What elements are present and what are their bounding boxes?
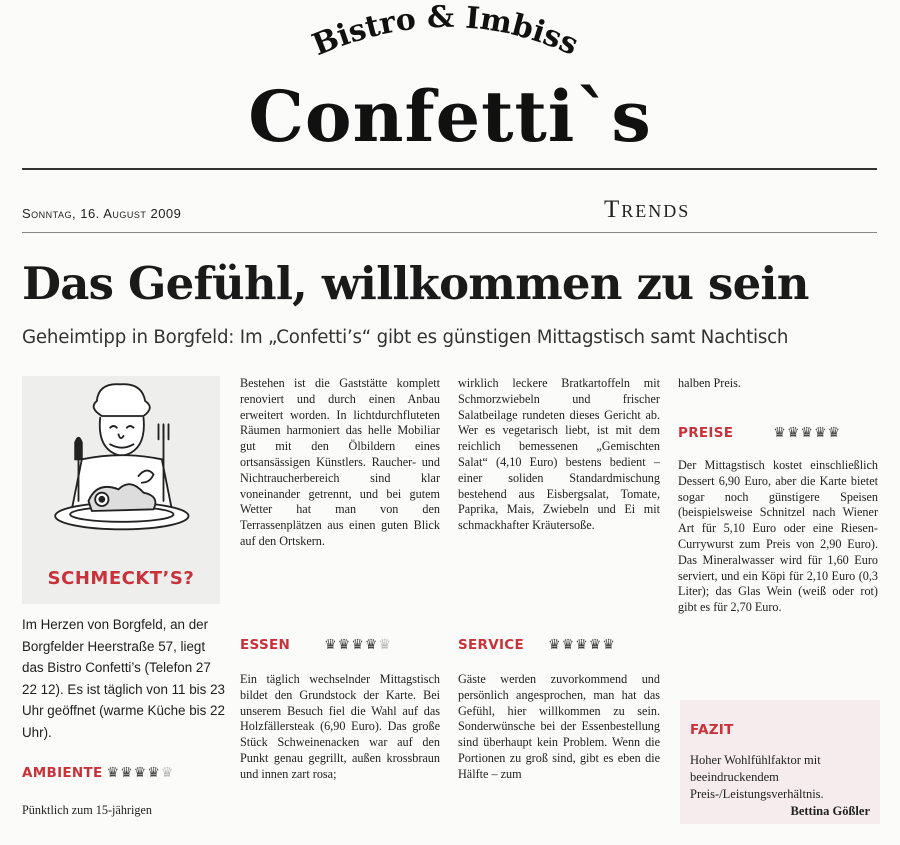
fazit-author: Bettina Gößler [790,804,870,818]
chef-hat-icon: ♛ [337,637,352,653]
fazit-text-block [690,752,870,820]
dateline: Sonntag, 16. August 2009 [22,206,182,221]
chef-hat-icon: ♛ [561,637,576,653]
fazit-label: FAZIT [690,722,734,738]
ambiente-text: Pünktlich zum 15-jährigen [22,803,152,817]
chef-hat-icon: ♛ [800,425,814,441]
ambiente-rating [107,765,175,781]
chef-hat-icon: ♛ [133,765,148,781]
essen-text: Ein täglich wechselnder Mittagstisch bildet den Grundstock der Karte. Bei unserem Besuch fiel die Wahl auf das Holzfällersteak (6,90 Euro). Das große Stück Schweinenacken war auf den Punkt genau gegrillt, außen krossbraun und innen zart rosa; [240,672,440,781]
ambiente-heading [22,764,174,782]
preise-rating [773,425,841,441]
subheadline: Geheimtipp in Borgfeld: Im „Confetti’s“ gibt es günstigen Mittagstisch samt Nachtisch [22,327,789,348]
chef-hat-icon: ♛ [786,425,801,441]
chef-hat-icon: ♛ [324,637,338,653]
preise-text: Der Mittagstisch kostet einschließlich Dessert 6,90 Euro, aber die Karte bietet sogar noch günstigere Speisen (beispielsweise Schnitzel nach Wiener Art für 5,10 Euro oder eine Riesen-Currywurst zum Preis von 2,90 Euro). Das Mineralwasser wird für 1,60 Euro serviert, und ein Köpi für 2,10 Euro (0,3 Liter); das Glas Wein (weiß oder rot) gibt es für 2,70 Euro. [678,458,878,615]
chef-hat-icon: ♛ [378,637,392,653]
service-label: SERVICE [458,637,525,653]
chef-cartoon-icon [22,376,220,566]
section-rule [22,232,877,233]
service-text: Gäste werden zuvorkommend und persönlich angesprochen, man hat das Gefühl, hier willkommen zu sein. Sonderwünsche bei der Essenbestellung sind überhaupt kein Problem. Wenn die Portionen zu groß sind, gibt es eben die Hälfte – zum [458,672,660,781]
chef-hat-icon: ♛ [160,765,175,781]
chef-hat-icon: ♛ [106,765,121,781]
chef-hat-icon: ♛ [773,425,787,441]
chef-hat-icon: ♛ [351,637,365,653]
essen-heading [240,636,440,654]
preise-label: PREISE [678,425,734,441]
column-2-text: Bestehen ist die Gaststätte komplett renoviert und durch einen Anbau erweitert worden. In lichtdurchfluteten Räumen harmoniert das helle Mobiliar gut mit den Ölbildern eines ortsansässigen Künstlers. Raucher- und Nichtraucherbereich sind klar voneinander getrennt, und bei gutem Wetter hat man von den Terrassenplätzen aus einen guten Blick auf den Ortskern. [240,376,440,548]
column-3-text: wirklich leckere Bratkartoffeln mit Schmorzwiebeln und frischer Salatbeilage rundeten dieses Gericht ab. Wer es vegetarisch liebt, ist mit dem reichlich bemessenen „Gemischten Salat“ (4,10 Euro) bestens bedient – einer soliden Standardmischung bestehend aus Eisbergsalat, Tomate, Paprika, Mais, Zwiebeln und Ei mit schmackhafter Kräutersoße. [458,376,660,533]
fazit-text: Hoher Wohlfühlfaktor mit beeindruckendem Preis-/Leistungsverhältnis. [690,753,824,801]
chef-hat-icon: ♛ [147,765,161,781]
ambiente-label: AMBIENTE [22,765,103,781]
masthead-subtitle-arc [0,0,900,80]
preise-heading [678,424,878,442]
chef-hat-icon: ♛ [364,637,379,653]
essen-rating [324,637,392,653]
chef-hat-icon: ♛ [813,425,828,441]
svg-text:Bistro & Imbiss [308,0,584,63]
essen-label: ESSEN [240,637,291,653]
chef-hat-icon: ♛ [602,637,616,653]
chef-hat-icon: ♛ [827,425,842,441]
sidebar-text: Im Herzen von Borgfeld, an der Borgfelder Heerstraße 57, liegt das Bistro Confetti’s (Telefon 27 22 12). Es ist täglich von 11 bis 23 Uhr geöffnet (warme Küche bis 22 Uhr). [22,617,225,740]
chef-hat-icon: ♛ [575,637,589,653]
section-label: Trends [604,196,691,223]
masthead-rule [22,168,877,170]
service-heading [458,636,660,654]
masthead-title: Confetti`s [248,75,652,158]
service-rating [548,637,616,653]
headline: Das Gefühl, willkommen zu sein [22,257,809,310]
chef-hat-icon: ♛ [120,765,134,781]
column-4-start: halben Preis. [678,376,741,390]
chef-hat-icon: ♛ [548,637,562,653]
sidebar-title: SCHMECKT’S? [47,568,195,589]
chef-hat-icon: ♛ [588,637,603,653]
masthead-subtitle: Bistro & Imbiss [307,0,584,64]
